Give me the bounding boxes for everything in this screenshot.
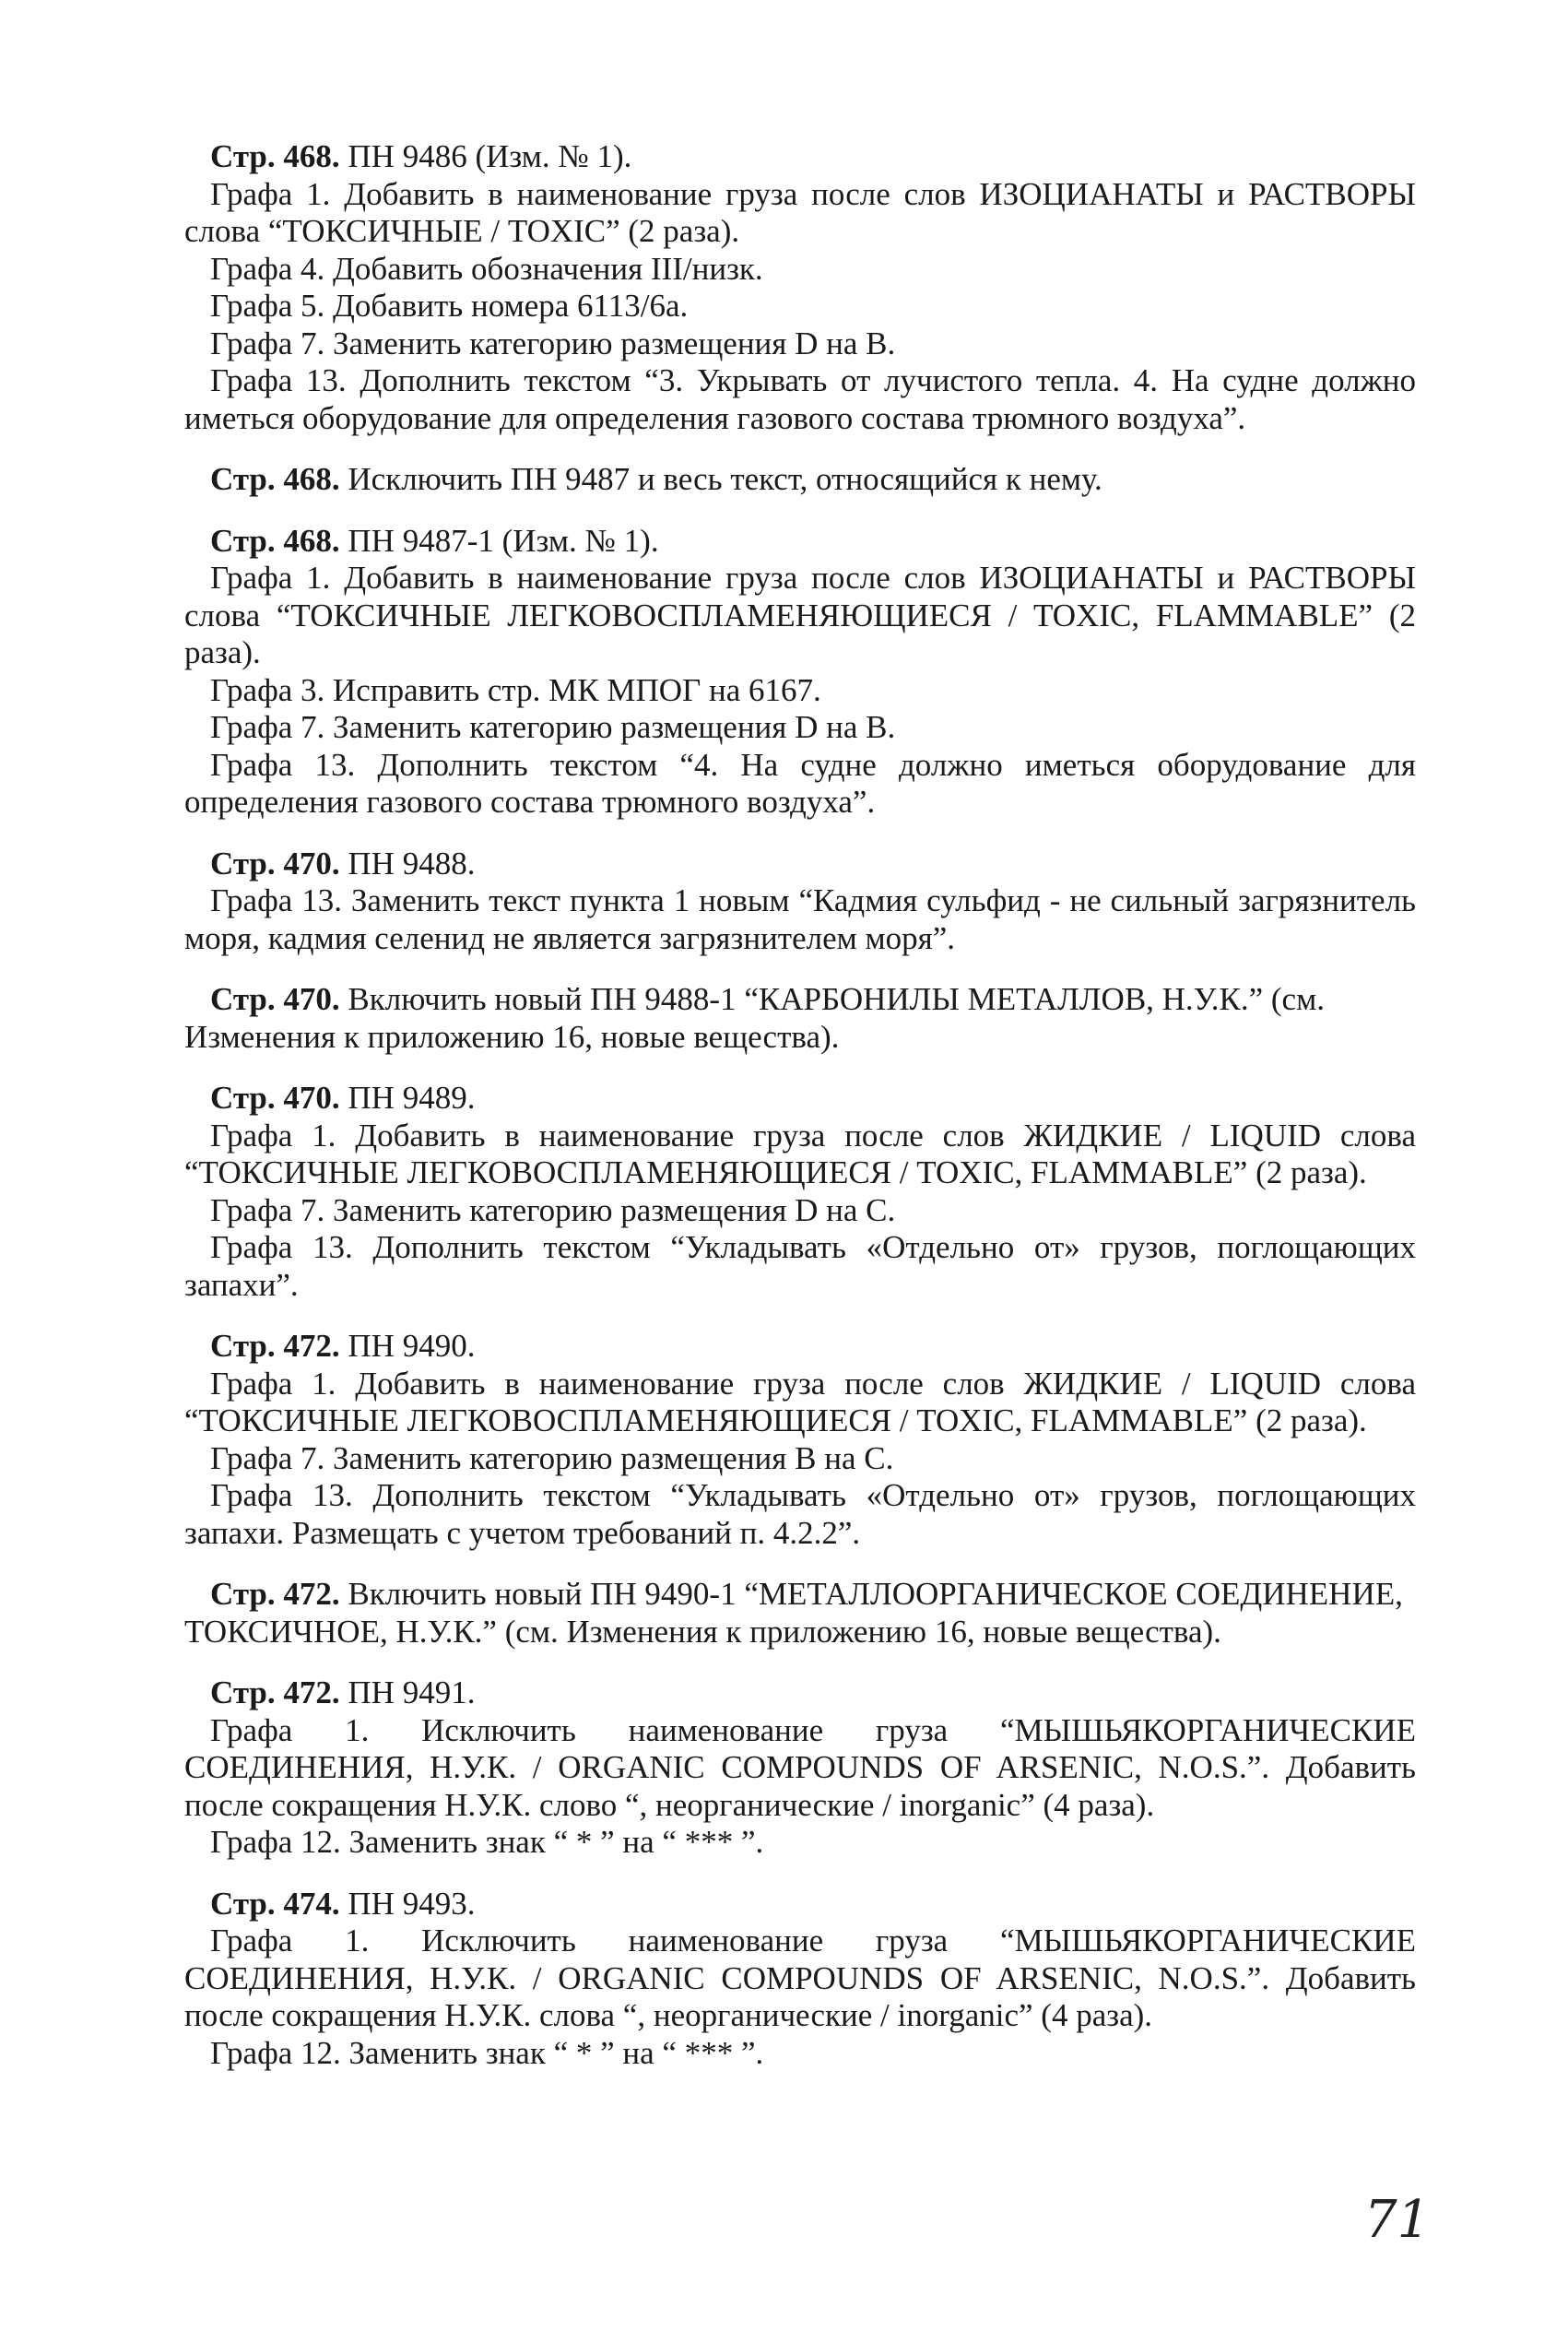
entry-heading	[184, 1328, 1416, 1366]
entry-heading-text: ПН 9486 (Изм. № 1).	[339, 138, 632, 174]
entry-heading-text: Включить новый ПН 9488-1 “КАРБОНИЛЫ МЕТАЛЛОВ, Н.У.К.” (см. Изменения к приложению 16, новые вещества).	[184, 981, 1325, 1055]
entry-heading-text: ПН 9488.	[339, 845, 476, 882]
column-instruction: Графа 7. Заменить категорию размещения D на В.	[210, 325, 896, 361]
entry-heading	[184, 138, 1416, 176]
amendment-entry	[184, 1080, 1416, 1304]
column-instruction: Графа 1. Добавить в наименование груза после слов ЖИДКИЕ / LIQUID слова “ТОКСИЧНЫЕ ЛЕГКОВОСПЛАМЕНЯЮЩИЕСЯ / TOXIC, FLAMMABLE” (2 раза).	[184, 1365, 1416, 1438]
column-instruction: Графа 1. Добавить в наименование груза после слов ИЗОЦИАНАТЫ и РАСТВОРЫ слова “ТОКСИЧНЫЕ / TOXIC” (2 раза).	[184, 175, 1416, 249]
column-instruction: Графа 7. Заменить категорию размещения D на С.	[210, 1191, 896, 1228]
page-number: 71	[1364, 2190, 1431, 2250]
entry-heading	[184, 461, 1416, 499]
page-reference: Стр. 470.	[210, 1080, 340, 1116]
column-instruction: Графа 13. Дополнить текстом “Укладывать «Отдельно от» грузов, поглощающих запахи. Размещать с учетом требований п. 4.2.2”.	[184, 1477, 1416, 1551]
column-instruction: Графа 1. Добавить в наименование груза после слов ЖИДКИЕ / LIQUID слова “ТОКСИЧНЫЕ ЛЕГКОВОСПЛАМЕНЯЮЩИЕСЯ / TOXIC, FLAMMABLE” (2 раза).	[184, 1117, 1416, 1190]
amendment-entry	[184, 461, 1416, 499]
entry-heading	[184, 981, 1416, 1056]
column-instruction: Графа 13. Дополнить текстом “4. На судне должно иметься оборудование для определения газового состава трюмного воздуха”.	[184, 746, 1416, 820]
entry-heading	[184, 1886, 1416, 1923]
amendment-entry	[184, 846, 1416, 958]
entry-heading	[184, 846, 1416, 883]
page-reference: Стр. 472.	[210, 1576, 340, 1612]
page-reference: Стр. 468.	[210, 522, 340, 559]
page-reference: Стр. 468.	[210, 138, 340, 174]
entry-heading-text: ПН 9493.	[339, 1885, 476, 1922]
page-reference: Стр. 468.	[210, 461, 340, 497]
page-reference: Стр. 472.	[210, 1674, 340, 1710]
column-instruction: Графа 1. Исключить наименование груза “МЫШЬЯКОРГАНИЧЕСКИЕ СОЕДИНЕНИЯ, Н.У.К. / ORGANIC COMPOUNDS OF ARSENIC, N.O.S.”. Добавить после сокращения Н.У.К. слова “, неорганические / inorganic” (4 раза).	[184, 1923, 1416, 2033]
amendment-entry	[184, 1328, 1416, 1552]
column-instruction: Графа 1. Добавить в наименование груза после слов ИЗОЦИАНАТЫ и РАСТВОРЫ слова “ТОКСИЧНЫЕ ЛЕГКОВОСПЛАМЕНЯЮЩИЕСЯ / TOXIC, FLAMMABLE” (2 раза).	[184, 560, 1416, 670]
amendment-entry	[184, 981, 1416, 1056]
amendment-entry	[184, 138, 1416, 437]
column-instruction: Графа 3. Исправить стр. МК МПОГ на 6167.	[210, 671, 821, 708]
entry-heading-text: ПН 9491.	[339, 1674, 476, 1710]
entry-heading-text: ПН 9489.	[339, 1080, 476, 1116]
column-instruction: Графа 13. Дополнить текстом “Укладывать «Отдельно от» грузов, поглощающих запахи”.	[184, 1229, 1416, 1303]
column-instruction: Графа 13. Дополнить текстом “3. Укрывать от лучистого тепла. 4. На судне должно иметься оборудование для определения газового состава трюмного воздуха”.	[184, 362, 1416, 436]
column-instruction: Графа 13. Заменить текст пункта 1 новым “Кадмия сульфид - не сильный загрязнитель моря, кадмия селенид не является загрязнителем моря”.	[184, 882, 1416, 956]
amendment-entry	[184, 523, 1416, 822]
page-reference: Стр. 472.	[210, 1328, 340, 1364]
amendment-entry	[184, 1886, 1416, 2073]
entry-heading-text: Включить новый ПН 9490-1 “МЕТАЛЛООРГАНИЧЕСКОЕ СОЕДИНЕНИЕ, ТОКСИЧНОЕ, Н.У.К.” (см. Изменения к приложению 16, новые вещества).	[184, 1576, 1403, 1650]
column-instruction: Графа 4. Добавить обозначения III/низк.	[210, 250, 763, 287]
page-reference: Стр. 470.	[210, 845, 340, 882]
entry-heading	[184, 523, 1416, 561]
entry-heading-text: ПН 9487-1 (Изм. № 1).	[339, 522, 659, 559]
column-instruction: Графа 1. Исключить наименование груза “МЫШЬЯКОРГАНИЧЕСКИЕ СОЕДИНЕНИЯ, Н.У.К. / ORGANIC COMPOUNDS OF ARSENIC, N.O.S.”. Добавить после сокращения Н.У.К. слово “, неорганические / inorganic” (4 раза).	[184, 1711, 1416, 1823]
page-reference: Стр. 474.	[210, 1885, 340, 1922]
amendment-entry	[184, 1674, 1416, 1862]
column-instruction: Графа 12. Заменить знак “ * ” на “ *** ”.	[210, 2034, 764, 2071]
entry-heading	[184, 1080, 1416, 1118]
column-instruction: Графа 7. Заменить категорию размещения D на В.	[210, 709, 896, 745]
page-reference: Стр. 470.	[210, 981, 340, 1017]
entry-heading-text: ПН 9490.	[339, 1328, 476, 1364]
entry-heading	[184, 1674, 1416, 1712]
entry-heading-text: Исключить ПН 9487 и весь текст, относящийся к нему.	[339, 461, 1102, 497]
column-instruction: Графа 5. Добавить номера 6113/6а.	[210, 288, 689, 324]
column-instruction: Графа 7. Заменить категорию размещения В на С.	[210, 1439, 894, 1476]
amendment-entry	[184, 1576, 1416, 1651]
entry-heading	[184, 1576, 1416, 1651]
amendments-list	[184, 138, 1416, 2072]
column-instruction: Графа 12. Заменить знак “ * ” на “ *** ”.	[210, 1824, 764, 1860]
